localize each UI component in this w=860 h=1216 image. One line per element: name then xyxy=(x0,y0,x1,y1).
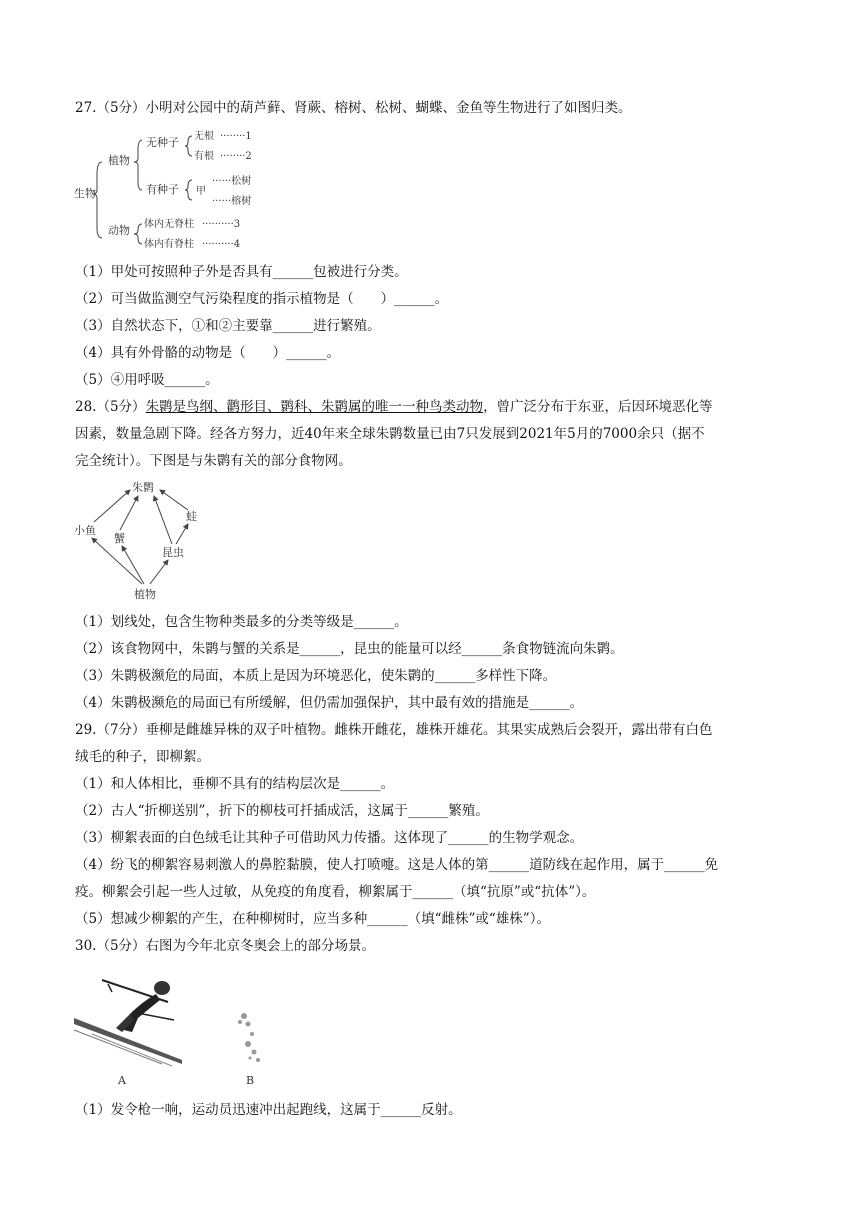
q29-s2: （2）古人“折柳送别”，折下的柳枝可扦插成活，这属于______繁殖。 xyxy=(75,803,489,819)
label-a: A xyxy=(118,1074,126,1087)
q27-classification-diagram xyxy=(72,124,282,254)
q28-food-web xyxy=(72,476,222,604)
q30-s1: （1）发令枪一响，运动员迅速冲出起跑线，这属于______反射。 xyxy=(75,1102,462,1118)
web-ibis: 朱鹮 xyxy=(132,481,154,494)
web-plant: 植物 xyxy=(134,588,156,601)
q28-stem-underlined: 朱鹮是鸟纲、鹳形目、鹮科、朱鹮属的唯一一种鸟类动物 xyxy=(145,399,484,415)
q30-stem: 30.（5分）右图为今年北京冬奥会上的部分场景。 xyxy=(75,938,376,954)
q29-stem-line2: 绒毛的种子，即柳絮。 xyxy=(75,749,210,765)
q27-s2: （2）可当做监测空气污染程度的指示植物是（ ）______。 xyxy=(75,291,449,307)
skier-picture-a xyxy=(74,980,182,1066)
diagram-has-spine: 体内有脊柱 xyxy=(144,239,194,250)
q29-s4-line2: 疫。柳絮会引起一些人过敏，从免疫的角度看，柳絮属于______（填“抗原”或“抗体”）。 xyxy=(75,884,596,900)
scene-picture-b xyxy=(238,1013,260,1062)
q28-stem-line2: 因素，数量急剧下降。经各方努力，近40年来全球朱鹮数量已由7只发展到2021年5月的7000余只（据不 xyxy=(75,426,705,442)
q27-s4: （4）具有外骨骼的动物是（ ）______。 xyxy=(75,345,341,361)
diagram-animal: 动物 xyxy=(108,224,130,237)
q29-s1: （1）和人体相比，垂柳不具有的结构层次是______。 xyxy=(75,776,395,792)
diagram-jia: 甲 xyxy=(196,186,206,197)
diagram-no-spine: 体内无脊柱 xyxy=(144,219,194,230)
web-frog: 蛙 xyxy=(186,510,197,523)
q28-s4: （4）朱鹮极濒危的局面已有所缓解，但仍需加强保护，其中最有效的措施是______。 xyxy=(75,695,584,711)
q29-stem-line1: 29.（7分）垂柳是雌雄异株的双子叶植物。雌株开雌花，雄株开雄花。其果实成熟后会裂开，露出带有白色 xyxy=(75,722,713,738)
q28-stem-prefix: 28.（5分） xyxy=(75,399,146,415)
diagram-dots-4: ··········4 xyxy=(202,239,241,250)
q27-s1: （1）甲处可按照种子外是否具有______包被进行分类。 xyxy=(75,264,408,280)
diagram-dots-banyan: ······榕树 xyxy=(212,196,252,207)
diagram-dots-pine: ······松树 xyxy=(212,176,252,187)
diagram-has-root: 有根 xyxy=(194,151,214,162)
q29-s4-line1: （4）纷飞的柳絮容易刺激人的鼻腔黏膜，使人打喷嚏。这是人体的第______道防线在起作用，属于______免 xyxy=(75,857,719,873)
diagram-dots-2: ········2 xyxy=(220,151,252,162)
q27-s3: （3）自然状态下，①和②主要靠______进行繁殖。 xyxy=(75,318,381,334)
web-crab: 蟹 xyxy=(114,532,125,545)
diagram-no-root: 无根 xyxy=(194,131,214,142)
diagram-dots-1: ········1 xyxy=(220,131,252,142)
diagram-root: 生物 xyxy=(74,187,96,200)
q28-stem-line3: 完全统计）。下图是与朱鹮有关的部分食物网。 xyxy=(75,453,352,469)
q28-stem-rest: ，曾广泛分布于东亚，后因环境恶化等 xyxy=(483,399,713,415)
web-fish: 小鱼 xyxy=(74,524,96,537)
diagram-has-seed: 有种子 xyxy=(146,183,179,196)
label-b: B xyxy=(246,1074,255,1087)
q28-s3: （3）朱鹮极濒危的局面，本质上是因为环境恶化，使朱鹮的______多样性下降。 xyxy=(75,668,557,684)
diagram-plant: 植物 xyxy=(108,154,130,167)
q28-s2: （2）该食物网中，朱鹮与蟹的关系是______，昆虫的能量可以经______条食物链流向朱鹮。 xyxy=(75,641,624,657)
q28-s1: （1）划线处，包含生物种类最多的分类等级是______。 xyxy=(75,614,408,630)
q28-stem-line1 xyxy=(75,397,790,417)
diagram-dots-3: ··········3 xyxy=(202,219,241,230)
web-insect: 昆虫 xyxy=(162,546,184,559)
diagram-no-seed: 无种子 xyxy=(146,136,179,149)
q27-s5: （5）④用呼吸______。 xyxy=(75,372,219,388)
q27-stem: 27.（5分）小明对公园中的葫芦藓、肾蕨、榕树、松树、蝴蝶、金鱼等生物进行了如图归类。 xyxy=(75,100,632,116)
q29-s3: （3）柳絮表面的白色绒毛让其种子可借助风力传播。这体现了______的生物学观念。 xyxy=(75,830,584,846)
q30-scene-figure xyxy=(72,972,292,1092)
q29-s5: （5）想减少柳絮的产生，在种柳树时，应当多种______（填“雌株”或“雄株”）。 xyxy=(75,911,550,927)
